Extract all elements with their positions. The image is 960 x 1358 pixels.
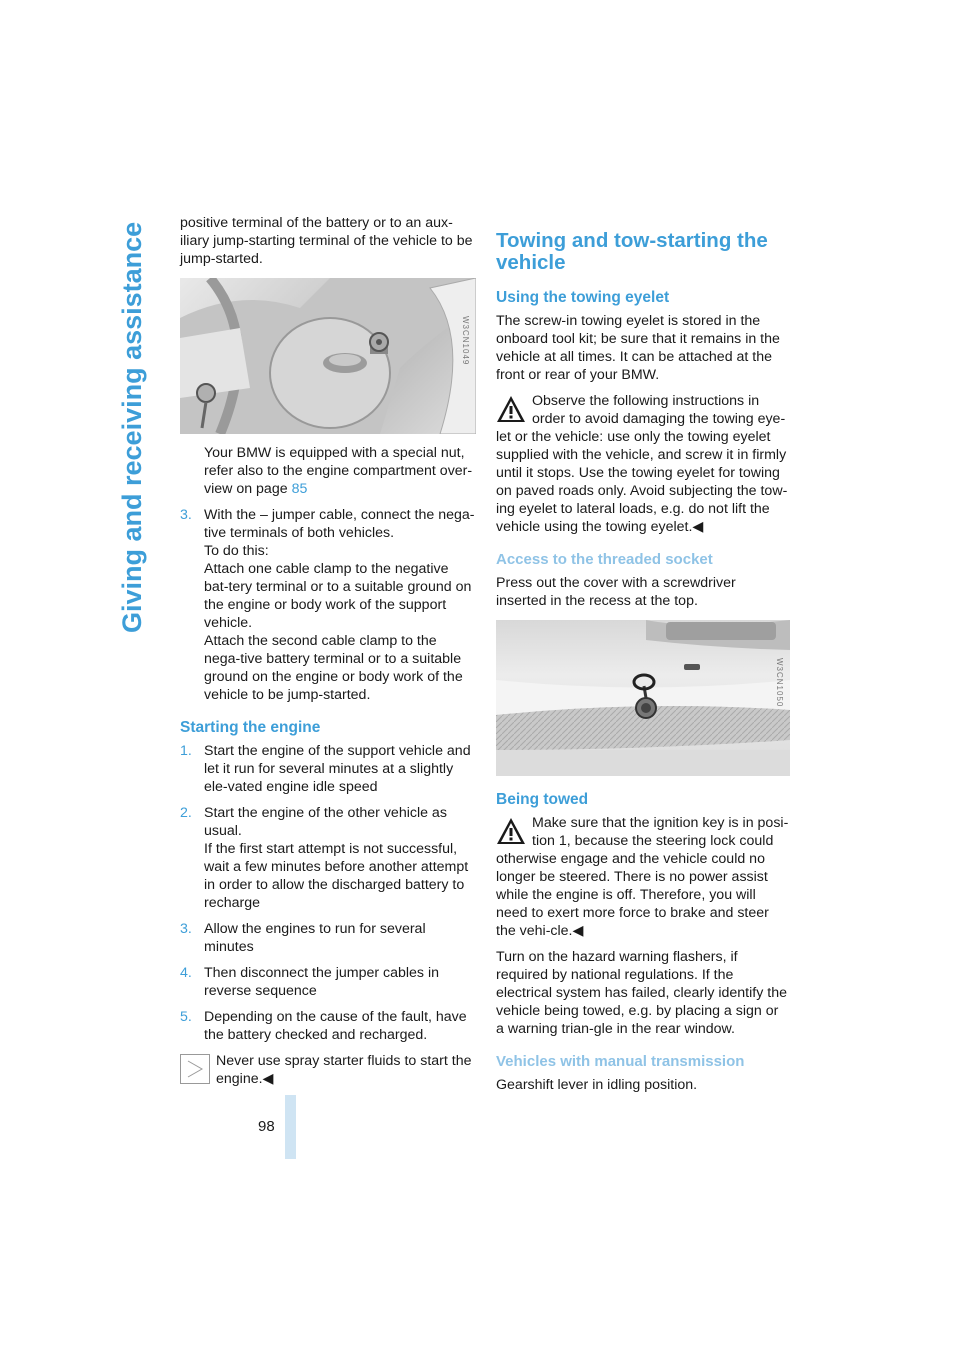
special-nut-text: Your BMW is equipped with a special nut, refer also to the engine compartment over-view on page 85 xyxy=(204,445,473,497)
warning-triangle-icon xyxy=(496,394,526,424)
section-heading: Using the towing eyelet xyxy=(496,289,670,306)
note-box xyxy=(180,1052,476,1092)
left-column xyxy=(180,214,476,1100)
list-item: 1. Start the engine of the support vehicle and let it run for several minutes at a slightly ele-vated engine idle speed xyxy=(180,743,471,795)
step-number: 3. xyxy=(180,507,192,523)
engine-compartment-photo xyxy=(180,278,476,434)
chapter-title: Giving and receiving assistance xyxy=(117,222,147,634)
bumper-photo xyxy=(496,620,790,776)
list-item: 4. Then disconnect the jumper cables in reverse sequence xyxy=(180,965,440,999)
intro-paragraph: positive terminal of the battery or to an aux-iliary jump-starting terminal of the vehicle to be jump-started. xyxy=(180,215,473,267)
right-column xyxy=(496,214,790,1102)
list-item: 2. Start the engine of the other vehicle as usual. If the first start attempt is not successful, wait a few minutes before another attempt in order to allow the discharged battery to recharge xyxy=(180,805,469,911)
list-item: 3. With the – jumper cable, connect the nega-tive terminals of both vehicles. To do this: Attach one cable clamp to the negative bat-tery terminal or to a suitable ground on the engine or body work of the support vehicle. Attach the second cable clamp to the nega-tive battery terminal or to a suitable ground on the engine or body work of the vehicle to be jump-started. xyxy=(180,507,475,703)
figure-code: W3CN1050 xyxy=(775,658,784,708)
list-item: 5. Depending on the cause of the fault, have the battery checked and recharged. xyxy=(180,1009,467,1043)
warning-text: otherwise engage and the vehicle could no longer be steered. There is no power assist while the engine is off. Therefore, you will need to exert more force to brake and steer the vehi-cle.◀ xyxy=(496,851,769,939)
subsection-heading: Vehicles with manual transmission xyxy=(496,1053,745,1070)
warning-box xyxy=(496,814,790,940)
page-section-title: Towing and tow-starting the vehicle xyxy=(496,229,768,274)
note-icon xyxy=(180,1054,210,1084)
starting-steps-list xyxy=(180,742,476,1044)
figure-code: W3CN1049 xyxy=(461,316,470,366)
warning-lead-text: Make sure that the ignition key is in posi-tion 1, because the steering lock could xyxy=(532,815,789,849)
jumper-steps-list xyxy=(180,506,476,704)
warning-text: let or the vehicle: use only the towing eyelet supplied with the vehicle, and screw it in firmly until it stops. Use the towing eyelet for towing on paved roads only. Avoid subjecting the tow-ing eyelet to lateral loads, e.g. do not lift the vehicle using the towing eyelet.◀ xyxy=(496,429,788,535)
manual-text: Gearshift lever in idling position. xyxy=(496,1077,698,1093)
jump-start-nut-illustration xyxy=(180,278,476,434)
socket-text: Press out the cover with a screwdriver inserted in the recess at the top. xyxy=(496,575,736,609)
note-text: Never use spray starter fluids to start the engine.◀ xyxy=(216,1053,472,1087)
page-number: 98 xyxy=(258,1118,275,1135)
list-item: 3. Allow the engines to run for several minutes xyxy=(180,921,426,955)
page-link[interactable]: 85 xyxy=(291,481,308,497)
hazard-text: Turn on the hazard warning flashers, if required by national regulations. If the electrical system has failed, clearly identify the vehicle being towed, e.g. by placing a sign or a warning trian-gle in the rear window. xyxy=(496,949,787,1037)
warning-lead-text: Observe the following instructions in order to avoid damaging the towing eye- xyxy=(532,393,786,427)
section-heading: Starting the engine xyxy=(180,719,321,736)
warning-box xyxy=(496,392,790,536)
warning-triangle-icon xyxy=(496,816,526,846)
towing-eyelet-text: The screw-in towing eyelet is stored in the onboard tool kit; be sure that it remains in the vehicle at all times. It can be attached at the front or rear of your BMW. xyxy=(496,313,780,383)
page-marker-bar xyxy=(285,1095,296,1159)
section-heading: Being towed xyxy=(496,791,589,808)
subsection-heading: Access to the threaded socket xyxy=(496,551,713,568)
towing-eyelet-illustration xyxy=(496,620,790,776)
